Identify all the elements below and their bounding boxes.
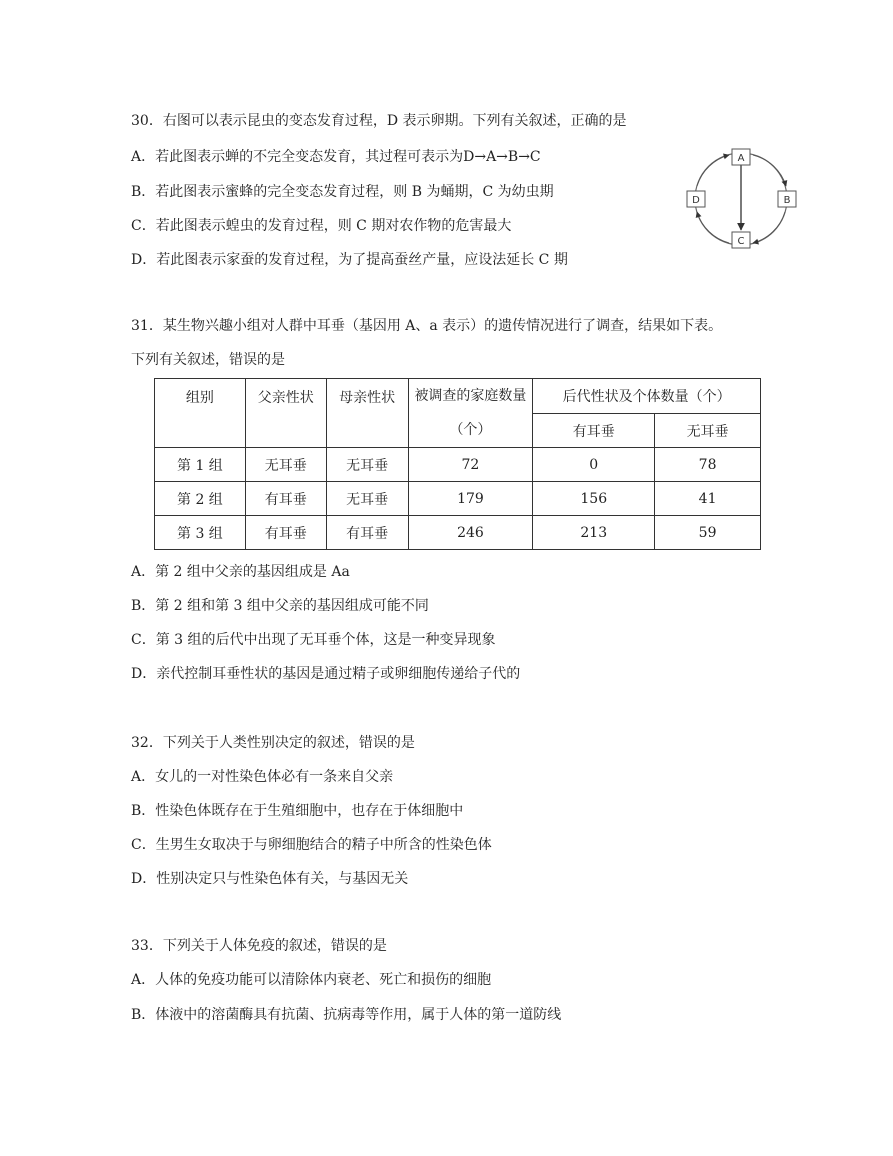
- q30-option-a: A．若此图表示蝉的不完全变态发育，其过程可表示为D→A→B→C: [131, 149, 541, 165]
- svg-text:C: C: [737, 236, 745, 247]
- cell-group: 第 3 组: [155, 516, 246, 550]
- header-offspring: 后代性状及个体数量（个）: [533, 379, 761, 414]
- q31-option-b: B．第 2 组和第 3 组中父亲的基因组成可能不同: [131, 598, 429, 614]
- header-with-earlobe: 有耳垂: [533, 414, 655, 448]
- q32-option-b: B．性染色体既存在于生殖细胞中，也存在于体细胞中: [131, 803, 464, 819]
- metamorphosis-cycle-diagram: [683, 148, 803, 250]
- header-families: [408, 379, 533, 448]
- header-group: 组别: [155, 379, 246, 448]
- cell-father: 有耳垂: [245, 482, 326, 516]
- q30-option-b: B．若此图表示蜜蜂的完全变态发育过程，则 B 为蛹期，C 为幼虫期: [131, 184, 554, 200]
- q33-option-a: A．人体的免疫功能可以清除体内衰老、死亡和损伤的细胞: [131, 972, 492, 988]
- cell-group: 第 2 组: [155, 482, 246, 516]
- cell-father: 有耳垂: [245, 516, 326, 550]
- header-father: 父亲性状: [245, 379, 326, 448]
- table-row: [155, 516, 761, 550]
- earlobe-survey-table: [154, 378, 761, 550]
- q31-stem-line2: 下列有关叙述，错误的是: [131, 352, 285, 368]
- q30-option-d: D．若此图表示家蚕的发育过程，为了提高蚕丝产量，应设法延长 C 期: [131, 252, 568, 268]
- svg-text:B: B: [783, 195, 791, 206]
- q33-option-b: B．体液中的溶菌酶具有抗菌、抗病毒等作用，属于人体的第一道防线: [131, 1007, 562, 1023]
- cell-mother: 有耳垂: [326, 516, 408, 550]
- q31-option-a: A．第 2 组中父亲的基因组成是 Aa: [131, 564, 350, 580]
- cell-without: 41: [655, 482, 761, 516]
- q32-option-d: D．性别决定只与性染色体有关，与基因无关: [131, 871, 409, 887]
- node-b: [778, 191, 796, 207]
- q31-stem-line1: 31．某生物兴趣小组对人群中耳垂（基因用 A、a 表示）的遗传情况进行了调查，结果如下表。: [131, 318, 723, 334]
- arrow-c-to-d: [697, 212, 729, 243]
- cell-mother: 无耳垂: [326, 448, 408, 482]
- q32-option-c: C．生男生女取决于与卵细胞结合的精子中所含的性染色体: [131, 837, 492, 853]
- cell-with: 156: [533, 482, 655, 516]
- q32-option-a: A．女儿的一对性染色体必有一条来自父亲: [131, 769, 394, 785]
- arrow-b-to-c: [753, 212, 785, 243]
- q31-option-d: D．亲代控制耳垂性状的基因是通过精子或卵细胞传递给子代的: [131, 666, 521, 682]
- cell-without: 59: [655, 516, 761, 550]
- arrow-a-to-b: [753, 155, 786, 186]
- cell-father: 无耳垂: [245, 448, 326, 482]
- cell-families: 246: [408, 516, 533, 550]
- table-row: [155, 448, 761, 482]
- cell-with: 0: [533, 448, 655, 482]
- cell-families: 72: [408, 448, 533, 482]
- header-mother: 母亲性状: [326, 379, 408, 448]
- q32-stem: 32．下列关于人类性别决定的叙述，错误的是: [131, 735, 415, 751]
- table-row: [155, 482, 761, 516]
- svg-text:D: D: [692, 195, 700, 206]
- node-d: [687, 191, 705, 207]
- q33-stem: 33．下列关于人体免疫的叙述，错误的是: [131, 938, 387, 954]
- arrow-d-to-a: [697, 155, 729, 186]
- header-without-earlobe: 无耳垂: [655, 414, 761, 448]
- q31-option-c: C．第 3 组的后代中出现了无耳垂个体，这是一种变异现象: [131, 632, 496, 648]
- header-families-line1: 被调查的家庭数量: [414, 388, 527, 404]
- cell-group: 第 1 组: [155, 448, 246, 482]
- svg-text:A: A: [737, 153, 745, 164]
- cell-families: 179: [408, 482, 533, 516]
- header-families-line2: （个）: [449, 422, 492, 438]
- node-c: [732, 232, 750, 248]
- q30-stem: 30．右图可以表示昆虫的变态发育过程，D 表示卵期。下列有关叙述，正确的是: [131, 113, 627, 129]
- q30-option-c: C．若此图表示蝗虫的发育过程，则 C 期对农作物的危害最大: [131, 218, 512, 234]
- cell-with: 213: [533, 516, 655, 550]
- cell-without: 78: [655, 448, 761, 482]
- node-a: [732, 149, 750, 165]
- cell-mother: 无耳垂: [326, 482, 408, 516]
